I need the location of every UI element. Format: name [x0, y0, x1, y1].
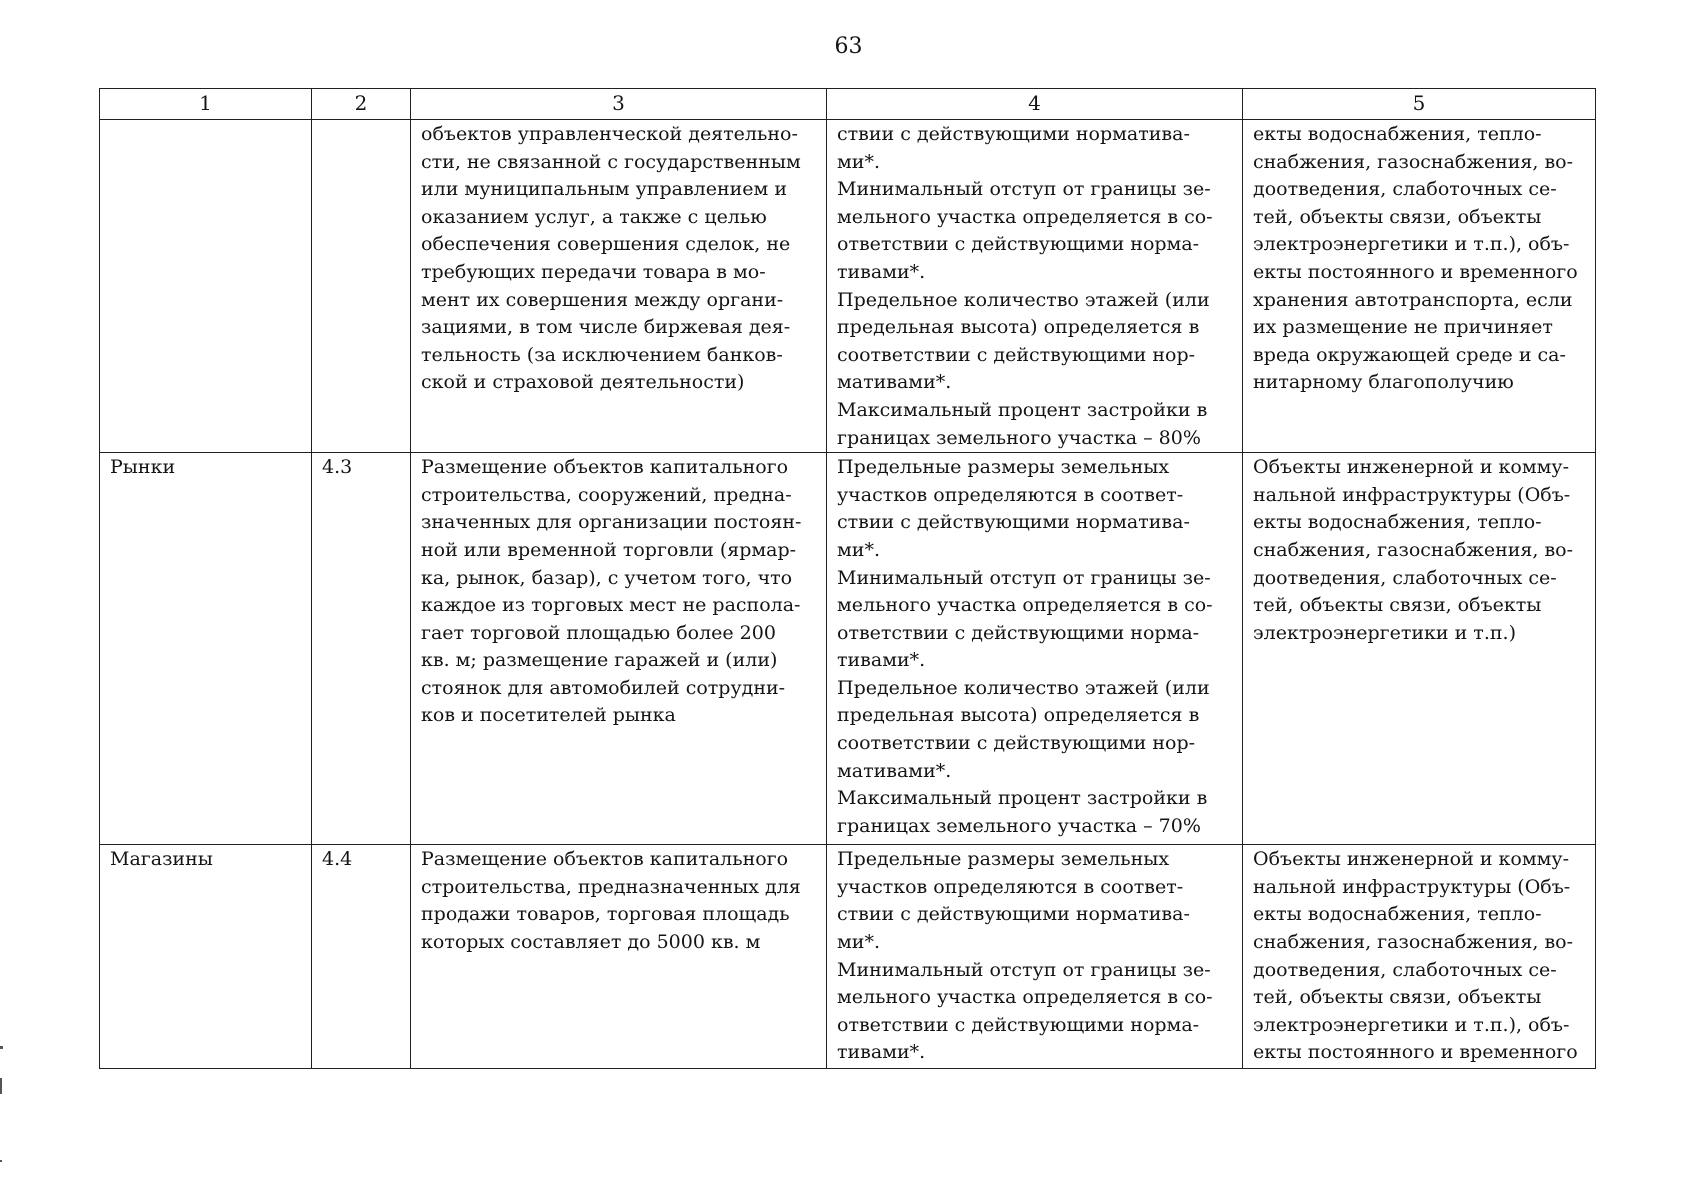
use-name: Рынки — [110, 456, 176, 479]
use-description: Размещение объектов капитального строительства, сооружений, предна- значенных для организации постоян- ной или временной торговли (ярмар- ка, рынок, базар), с учетом того, что каждое из торговых мест не распола- гает торговой площадью более 200 кв. м; размещение гаражей и (или) стоянок для автомобилей сотрудни- ков и посетителей рынка — [421, 456, 802, 727]
table-header-row — [100, 89, 1596, 120]
column-header-5: 5 — [1243, 89, 1596, 120]
use-name: Магазины — [110, 848, 213, 871]
table-row — [100, 845, 1596, 1069]
land-use-table — [99, 88, 1596, 1069]
parameters-cell — [827, 453, 1243, 845]
auxiliary-uses-cell — [1243, 453, 1596, 845]
page-number: 63 — [834, 34, 863, 59]
use-description-cell — [411, 453, 827, 845]
parameters-text: Предельные размеры земельных участков определяются в соответ- ствии с действующими норматива- ми*. Минимальный отступ от границы зе- мельного участка определяется в со- ответствии с действующими норма- тивами*. — [837, 848, 1213, 1064]
auxiliary-uses-text: Объекты инженерной и комму- нальной инфраструктуры (Объ- екты водоснабжения, тепло- снабжения, газоснабжения, во- доотведения, слаботочных се- тей, объекты связи, объекты электроэнергетики и т.п.) — [1253, 456, 1574, 644]
parameters-cell — [827, 845, 1243, 1069]
column-header-4: 4 — [827, 89, 1243, 120]
use-code-cell — [312, 453, 411, 845]
use-description: объектов управленческой деятельно- сти, не связанной с государственным или муниципальным управлением и оказанием услуг, а также с целью обеспечения совершения сделок, не требующих передачи товара в мо- мент их совершения между органи- зациями, в том числе биржевая дея- тельность (за исключением банков- ской и страховой деятельности) — [421, 123, 801, 394]
column-header-1: 1 — [100, 89, 312, 120]
use-description-cell — [411, 845, 827, 1069]
use-name-cell — [100, 845, 312, 1069]
auxiliary-uses-cell — [1243, 120, 1596, 453]
table-row — [100, 120, 1596, 453]
use-name-cell — [100, 453, 312, 845]
auxiliary-uses-text: Объекты инженерной и комму- нальной инфраструктуры (Объ- екты водоснабжения, тепло- снабжения, газоснабжения, во- доотведения, слаботочных се- тей, объекты связи, объекты электроэнергетики и т.п.), объ- екты постоянного и временного — [1253, 848, 1578, 1064]
use-code-cell — [312, 845, 411, 1069]
use-code: 4.4 — [322, 848, 353, 871]
scan-margin-mark — [0, 1046, 3, 1049]
use-description: Размещение объектов капитального строительства, предназначенных для продажи товаров, торговая площадь которых составляет до 5000 кв. м — [421, 848, 801, 953]
column-header-3: 3 — [411, 89, 827, 120]
parameters-text: ствии с действующими норматива- ми*. Минимальный отступ от границы зе- мельного участка определяется в со- ответствии с действующими норма- тивами*. Предельное количество этажей (или предельная высота) определяется в соответствии с действующими нор- мативами*. Максимальный процент застройки в границах земельного участка – 80% — [837, 123, 1213, 449]
scan-margin-mark — [0, 1160, 2, 1162]
column-header-2: 2 — [312, 89, 411, 120]
parameters-cell — [827, 120, 1243, 453]
use-code-cell — [312, 120, 411, 453]
scan-margin-mark — [0, 1078, 2, 1094]
use-code: 4.3 — [322, 456, 353, 479]
parameters-text: Предельные размеры земельных участков определяются в соответ- ствии с действующими норматива- ми*. Минимальный отступ от границы зе- мельного участка определяется в со- ответствии с действующими норма- тивами*. Предельное количество этажей (или предельная высота) определяется в соответствии с действующими нор- мативами*. Максимальный процент застройки в границах земельного участка – 70% — [837, 456, 1213, 837]
auxiliary-uses-cell — [1243, 845, 1596, 1069]
auxiliary-uses-text: екты водоснабжения, тепло- снабжения, газоснабжения, во- доотведения, слаботочных се- тей, объекты связи, объекты электроэнергетики и т.п.), объ- екты постоянного и временного хранения автотранспорта, если их размещение не причиняет вреда окружающей среде и са- нитарному благополучию — [1253, 123, 1578, 394]
use-name-cell — [100, 120, 312, 453]
use-description-cell — [411, 120, 827, 453]
table-row — [100, 453, 1596, 845]
